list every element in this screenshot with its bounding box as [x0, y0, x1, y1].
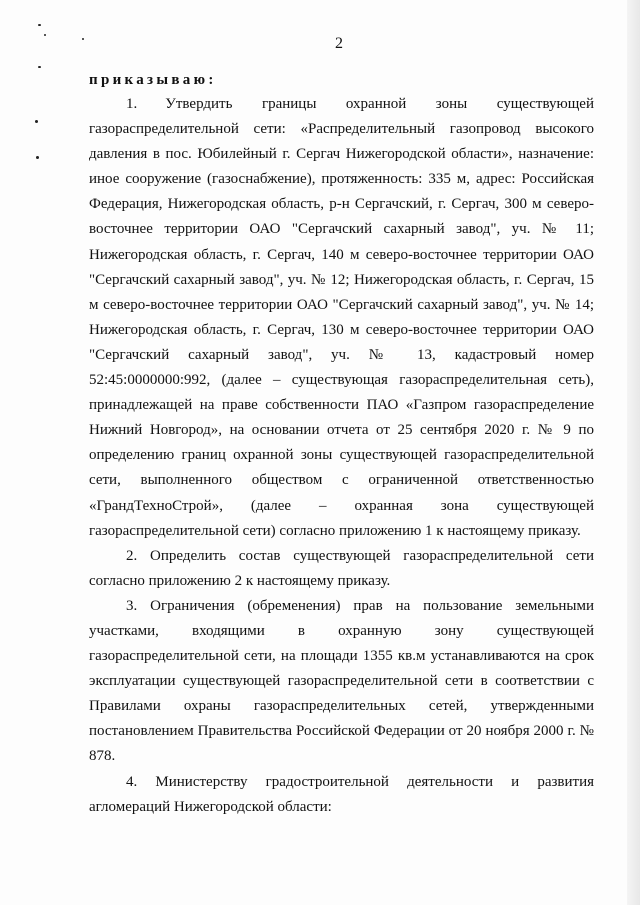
scan-edge-shadow — [627, 0, 640, 905]
scan-speck — [44, 34, 46, 36]
paragraph-1-text: Утвердить границы охранной зоны существующей газораспределительной сети: «Распределительный газопровод высокого давления в пос. Юбилейный г. Сергач Нижегородской области», назначение: иное сооружение (газоснабжение), протяженность: 335 м, адрес: Российская Федерация, Нижегородская область, р-н Сергачский, г. Сергач, 300 м северо-восточнее территории ОАО "Сергачский сахарный завод", уч. № 11; Нижегородская область, г. Сергач, 140 м северо-восточнее территории ОАО "Сергачский сахарный завод", уч. № 12; Нижегородская область, г. Сергач, 15 м северо-восточнее территории ОАО "Сергачский сахарный завод", уч. № 14; Нижегородская область, г. Сергач, 130 м северо-восточнее территории ОАО "Сергачский сахарный завод", уч. № 13, кадастровый номер 52:45:0000000:992, (далее – существующая газораспределительная сеть), принадлежащей на праве собственности ПАО «Газпром газораспределение Нижний Новгород», на основании отчета от 25 сентября 2020 г. № 9 по определению границ охранной зоны существующей газораспределительной сети, выполненного обществом с ограниченной ответственностью «ГрандТехноСтрой», (далее – охранная зона существующей газораспределительной сети) согласно приложению 1 к настоящему приказу. — [89, 96, 594, 539]
scan-speck — [35, 120, 38, 123]
order-body — [89, 92, 594, 820]
paragraph-1-number: 1. — [126, 96, 138, 112]
scan-speck — [38, 24, 41, 26]
page-number: 2 — [335, 35, 343, 52]
scan-speck — [36, 156, 39, 159]
paragraph-2: 2. Определить состав существующей газораспределительной сети согласно приложению 2 к настоящему приказу. — [89, 547, 594, 589]
paragraph-1 — [89, 92, 594, 544]
scan-speck — [38, 66, 41, 68]
paragraph-4: 4. Министерству градостроительной деятельности и развития агломераций Нижегородской области: — [89, 773, 594, 815]
order-heading: приказываю: — [89, 72, 217, 88]
scan-speck — [82, 38, 84, 40]
paragraph-3: 3. Ограничения (обременения) прав на пользование земельными участками, входящими в охранную зону существующей газораспределительной сети, на площади 1355 кв.м устанавливаются на срок эксплуатации существующей газораспределительной сети в соответствии с Правилами охраны газораспределительных сетей, утвержденными постановлением Правительства Российской Федерации от 20 ноября 2000 г. № 878. — [89, 597, 594, 765]
